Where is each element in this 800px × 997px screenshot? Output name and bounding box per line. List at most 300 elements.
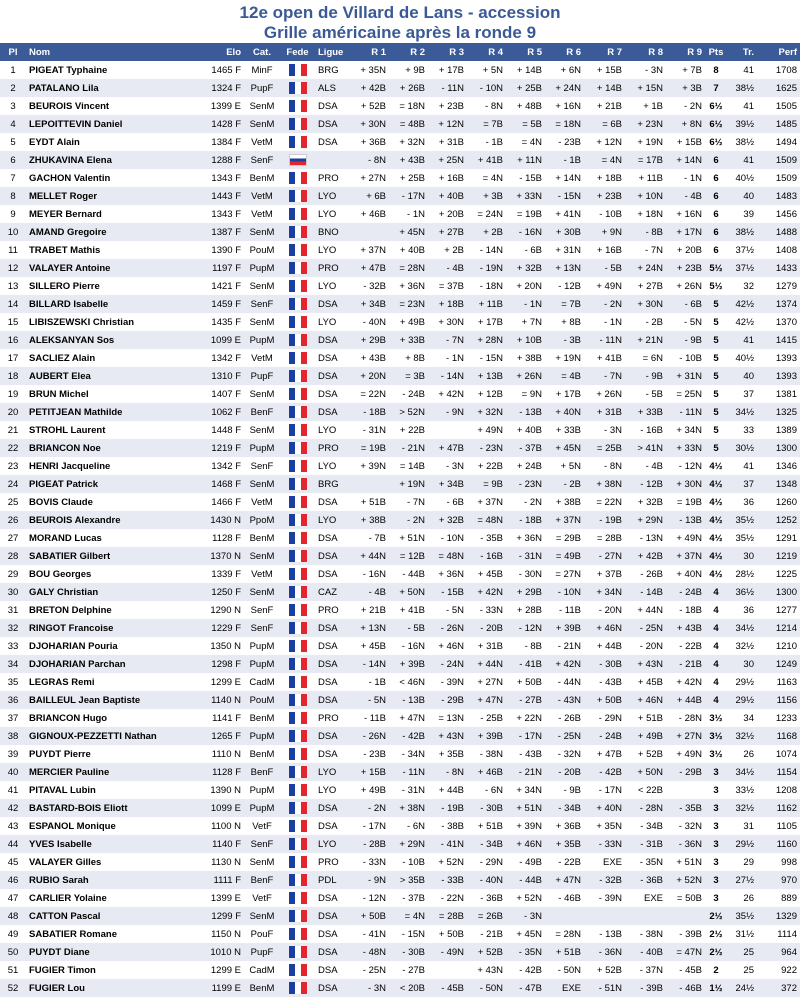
federation-flag-cell <box>280 403 315 421</box>
tiebreak-cell: 36 <box>743 604 754 616</box>
name-cell: BRUN Michel <box>29 388 89 400</box>
tiebreak-cell: 40 <box>727 367 757 385</box>
round-5-cell: - 12N <box>506 619 545 637</box>
round-7-cell: + 9N <box>584 223 625 241</box>
round-5-cell: - 21N <box>506 763 545 781</box>
round-1-cell: + 49B <box>360 784 386 796</box>
table-row[interactable] <box>0 979 800 997</box>
table-row[interactable] <box>0 835 800 853</box>
federation-flag-cell <box>280 367 315 385</box>
col-header-r7[interactable]: R 7 <box>584 43 625 61</box>
points-cell: 4 <box>713 640 719 652</box>
flag-france-icon <box>289 280 307 292</box>
col-header-perf[interactable]: Perf <box>757 43 800 61</box>
table-row[interactable] <box>0 169 800 187</box>
round-8-cell: - 4B <box>645 460 663 472</box>
col-header-fede[interactable]: Fede <box>280 43 315 61</box>
round-3-cell: - 49N <box>428 943 467 961</box>
table-row[interactable] <box>0 133 800 151</box>
round-8-cell: - 16B <box>640 424 663 436</box>
table-row[interactable] <box>0 349 800 367</box>
table-row[interactable] <box>0 889 800 907</box>
round-7-cell: + 35N <box>596 820 622 832</box>
table-row[interactable] <box>0 763 800 781</box>
round-7-cell: - 51N <box>584 979 625 997</box>
round-1-cell: + 6B <box>348 187 389 205</box>
federation-flag-cell <box>280 583 315 601</box>
performance-cell: 1214 <box>757 619 800 637</box>
round-1-cell: + 15B <box>348 763 389 781</box>
round-9-cell: + 16N <box>676 208 702 220</box>
round-1-cell: + 27N <box>360 172 386 184</box>
table-row[interactable] <box>0 853 800 871</box>
league-cell: DSA <box>318 532 338 544</box>
flag-france-icon <box>289 118 307 130</box>
round-1-cell: + 52B <box>360 100 386 112</box>
round-9-cell: - 35B <box>666 799 705 817</box>
flag-france-icon <box>289 352 307 364</box>
elo-cell: 1299 E <box>210 964 241 976</box>
round-8-cell: - 35N <box>639 856 663 868</box>
table-row[interactable] <box>0 367 800 385</box>
tiebreak-cell: 34½ <box>727 619 757 637</box>
round-8-cell: + 29N <box>625 511 666 529</box>
round-6-cell: - 46B <box>558 892 581 904</box>
federation-flag-cell <box>280 61 315 79</box>
col-header-nom[interactable]: Nom <box>26 43 194 61</box>
round-1-cell: + 29B <box>348 331 389 349</box>
col-header-pl[interactable]: Pl <box>0 43 26 61</box>
table-row[interactable] <box>0 511 800 529</box>
round-1-cell: - 1B <box>368 676 386 688</box>
round-3-cell: - 6B <box>446 496 464 508</box>
round-6-cell: - 26B <box>558 712 581 724</box>
table-row[interactable] <box>0 637 800 655</box>
league-cell: PRO <box>318 604 339 616</box>
category-cell: SenF <box>244 151 280 169</box>
name-cell: STROHL Laurent <box>29 424 106 436</box>
table-row[interactable] <box>0 403 800 421</box>
federation-flag-cell <box>280 835 315 853</box>
round-4-cell: - 6N <box>485 784 503 796</box>
rank-cell: 2 <box>0 79 26 97</box>
round-4-cell: - 20B <box>467 619 506 637</box>
table-row[interactable] <box>0 313 800 331</box>
table-row[interactable] <box>0 97 800 115</box>
round-5-cell: + 45N <box>516 928 542 940</box>
round-2-cell: - 30B <box>389 943 428 961</box>
round-3-cell: - 14N <box>428 367 467 385</box>
league-cell: PDL <box>315 871 348 889</box>
col-header-r5[interactable]: R 5 <box>506 43 545 61</box>
name-cell: AMAND Gregoire <box>26 223 194 241</box>
points-cell: 4½ <box>705 511 727 529</box>
round-7-cell: - 10B <box>599 208 622 220</box>
table-row[interactable] <box>0 115 800 133</box>
tiebreak-cell: 36 <box>743 496 754 508</box>
round-8-cell: - 14B <box>625 583 666 601</box>
round-2-cell: < 20B <box>389 979 428 997</box>
table-row[interactable] <box>0 817 800 835</box>
round-9-cell: - 4B <box>666 187 705 205</box>
federation-flag-cell <box>280 169 315 187</box>
league-cell: DSA <box>315 979 348 997</box>
round-6-cell: = 28N <box>555 928 581 940</box>
round-3-cell: - 26N <box>428 619 467 637</box>
table-row[interactable] <box>0 799 800 817</box>
round-4-cell: + 42N <box>467 583 506 601</box>
table-row[interactable] <box>0 529 800 547</box>
rank-cell: 30 <box>0 583 26 601</box>
round-2-cell: = 4N <box>389 907 428 925</box>
round-6-cell: = 18N <box>545 115 584 133</box>
tiebreak-cell: 31 <box>743 820 754 832</box>
round-5-cell: + 22N <box>516 712 542 724</box>
round-7-cell: + 16B <box>596 244 622 256</box>
points-cell: 3½ <box>705 727 727 745</box>
tiebreak-cell: 34½ <box>727 763 757 781</box>
league-cell: LYO <box>315 511 348 529</box>
round-5-cell: + 24B <box>516 460 542 472</box>
table-row[interactable] <box>0 619 800 637</box>
league-cell: PRO <box>318 712 339 724</box>
points-cell: 2½ <box>705 907 727 925</box>
table-row[interactable] <box>0 709 800 727</box>
elo-cell: 1459 F <box>194 295 244 313</box>
round-3-cell: + 30N <box>438 316 464 328</box>
federation-flag-cell <box>280 511 315 529</box>
rank-cell: 51 <box>7 964 19 976</box>
name-cell: PUYDT Diane <box>26 943 194 961</box>
round-9-cell: - 28N <box>678 712 702 724</box>
name-cell: LIBISZEWSKI Christian <box>29 316 135 328</box>
flag-france-icon <box>289 136 307 148</box>
col-header-r3[interactable]: R 3 <box>428 43 467 61</box>
table-row[interactable] <box>0 277 800 295</box>
round-5-cell: = 19B <box>516 208 542 220</box>
tiebreak-cell: 35½ <box>727 907 757 925</box>
performance-cell: 1415 <box>757 331 800 349</box>
round-4-cell: + 2B <box>467 223 506 241</box>
performance-cell: 1381 <box>775 388 797 400</box>
round-2-cell: + 45N <box>389 223 428 241</box>
col-header-r6[interactable]: R 6 <box>545 43 584 61</box>
col-header-elo[interactable]: Elo <box>194 43 244 61</box>
col-header-r2[interactable]: R 2 <box>389 43 428 61</box>
performance-cell: 1163 <box>776 676 797 688</box>
round-2-cell: - 37B <box>402 892 425 904</box>
col-header-r4[interactable]: R 4 <box>467 43 506 61</box>
round-4-cell: + 47N <box>467 691 506 709</box>
points-cell: 5 <box>713 316 719 328</box>
round-4-cell: + 49N <box>477 424 503 436</box>
name-cell: BEUROIS Alexandre <box>26 511 194 529</box>
tiebreak-cell: 33 <box>743 424 754 436</box>
col-header-r9[interactable]: R 9 <box>666 43 705 61</box>
round-9-cell: - 22B <box>679 640 702 652</box>
performance-cell: 1374 <box>757 295 800 313</box>
performance-cell: 1509 <box>757 151 800 169</box>
round-3-cell: + 34B <box>428 475 467 493</box>
table-row[interactable] <box>0 961 800 979</box>
round-7-cell: - 1N <box>604 316 622 328</box>
table-row[interactable] <box>0 547 800 565</box>
round-4-cell: - 23N <box>467 439 506 457</box>
league-cell: DSA <box>315 799 348 817</box>
round-6-cell: + 33B <box>555 424 581 436</box>
round-5-cell: + 32B <box>506 259 545 277</box>
round-9-cell: - 11N <box>666 403 705 421</box>
round-5-cell: - 8B <box>524 640 542 652</box>
table-row[interactable] <box>0 187 800 205</box>
federation-flag-cell <box>280 673 315 691</box>
flag-france-icon <box>289 766 307 778</box>
round-9-cell: + 43B <box>666 619 705 637</box>
tiebreak-cell: 32½ <box>727 799 757 817</box>
col-header-tr[interactable]: Tr. <box>727 43 757 61</box>
round-5-cell: + 40B <box>516 424 542 436</box>
round-3-cell: + 50B <box>438 928 464 940</box>
round-4-cell: - 21B <box>480 928 503 940</box>
round-3-cell: - 41N <box>428 835 467 853</box>
round-2-cell: + 19N <box>389 475 428 493</box>
table-row[interactable] <box>0 781 800 799</box>
col-header-r8[interactable]: R 8 <box>625 43 666 61</box>
flag-france-icon <box>289 820 307 832</box>
round-9-cell: + 31N <box>666 367 705 385</box>
federation-flag-cell <box>280 259 315 277</box>
round-8-cell: - 2B <box>645 316 663 328</box>
flag-france-icon <box>289 388 307 400</box>
round-6-cell: = 27N <box>555 568 581 580</box>
rank-cell: 8 <box>0 187 26 205</box>
round-1-cell: + 46B <box>360 208 386 220</box>
elo-cell: 1219 F <box>194 439 244 457</box>
name-cell: PETITJEAN Mathilde <box>26 403 194 421</box>
round-8-cell: + 30N <box>625 295 666 313</box>
round-8-cell: - 25N <box>625 619 666 637</box>
points-cell: 5 <box>705 367 727 385</box>
table-row[interactable] <box>0 673 800 691</box>
round-5-cell: + 11N <box>506 151 545 169</box>
round-4-cell: - 16B <box>467 547 506 565</box>
table-row[interactable] <box>0 745 800 763</box>
round-6-cell: + 47N <box>545 871 584 889</box>
round-1-cell: - 23B <box>363 748 386 760</box>
table-row[interactable] <box>0 151 800 169</box>
rank-cell: 43 <box>7 820 19 832</box>
elo-cell: 1430 N <box>194 511 244 529</box>
flag-france-icon <box>289 622 307 634</box>
round-8-cell: - 34B <box>640 820 663 832</box>
round-5-cell: - 37B <box>506 439 545 457</box>
table-row[interactable] <box>0 925 800 943</box>
rank-cell: 5 <box>10 136 16 148</box>
round-2-cell: - 31N <box>401 784 425 796</box>
col-header-r1[interactable]: R 1 <box>348 43 389 61</box>
name-cell: ESPANOL Monique <box>29 820 116 832</box>
table-row[interactable] <box>0 691 800 709</box>
federation-flag-cell <box>280 799 315 817</box>
table-row[interactable] <box>0 871 800 889</box>
federation-flag-cell <box>280 115 315 133</box>
table-row[interactable] <box>0 457 800 475</box>
round-4-cell: + 46B <box>467 763 506 781</box>
elo-cell: 1399 E <box>210 100 241 112</box>
round-8-cell: - 39B <box>625 979 666 997</box>
elo-cell: 1099 E <box>194 799 244 817</box>
round-9-cell: + 8N <box>666 115 705 133</box>
table-row[interactable] <box>0 421 800 439</box>
points-cell: 6 <box>705 187 727 205</box>
tiebreak-cell: 41 <box>727 331 757 349</box>
round-1-cell: + 43B <box>360 352 386 364</box>
tiebreak-cell: 32½ <box>735 640 754 652</box>
round-4-cell: + 32N <box>467 403 506 421</box>
round-7-cell: + 46N <box>584 619 625 637</box>
table-row[interactable] <box>0 565 800 583</box>
round-7-cell: + 23B <box>584 187 625 205</box>
league-cell: PRO <box>318 172 339 184</box>
round-3-cell: + 35B <box>438 748 464 760</box>
table-row[interactable] <box>0 61 800 79</box>
table-row[interactable] <box>0 943 800 961</box>
table-row[interactable] <box>0 295 800 313</box>
round-2-cell: > 35B <box>389 871 428 889</box>
round-2-cell: + 38N <box>389 799 428 817</box>
tiebreak-cell: 37½ <box>735 244 754 256</box>
name-cell: TRABET Mathis <box>29 244 101 256</box>
federation-flag-cell <box>280 943 315 961</box>
tiebreak-cell: 38½ <box>727 223 757 241</box>
table-row[interactable] <box>0 385 800 403</box>
tiebreak-cell: 29½ <box>727 835 757 853</box>
table-row[interactable] <box>0 205 800 223</box>
table-row[interactable] <box>0 475 800 493</box>
tiebreak-cell: 27½ <box>727 871 757 889</box>
col-header-pts[interactable]: Pts <box>705 43 727 61</box>
round-3-cell: + 42N <box>438 388 464 400</box>
table-row[interactable] <box>0 259 800 277</box>
table-row[interactable] <box>0 655 800 673</box>
round-7-cell: + 49N <box>596 280 622 292</box>
table-row[interactable] <box>0 331 800 349</box>
round-6-cell: = 29B <box>555 532 581 544</box>
league-cell: LYO <box>318 316 337 328</box>
round-5-cell: - 2N <box>524 496 542 508</box>
table-row[interactable] <box>0 601 800 619</box>
league-cell: LYO <box>315 835 348 853</box>
col-header-cat[interactable]: Cat. <box>244 43 280 61</box>
round-3-cell: + 36N <box>438 568 464 580</box>
round-6-cell: + 40N <box>545 403 584 421</box>
round-6-cell: + 30B <box>545 223 584 241</box>
performance-cell: 1483 <box>757 187 800 205</box>
performance-cell: 922 <box>781 964 797 976</box>
round-4-cell: - 36B <box>480 892 503 904</box>
round-9-cell: - 32N <box>678 820 702 832</box>
round-3-cell: + 2B <box>444 244 464 256</box>
table-row[interactable] <box>0 439 800 457</box>
points-cell: 4 <box>705 619 727 637</box>
points-cell: 4 <box>705 655 727 673</box>
performance-cell: 1300 <box>757 583 800 601</box>
rank-cell: 31 <box>7 604 19 616</box>
round-8-cell: + 19N <box>637 136 663 148</box>
league-cell: DSA <box>318 640 338 652</box>
table-row[interactable] <box>0 583 800 601</box>
flag-france-icon <box>289 316 307 328</box>
performance-cell: 1291 <box>775 532 797 544</box>
category-cell: VetM <box>251 208 273 220</box>
name-cell: RINGOT Francoise <box>26 619 194 637</box>
round-5-cell: - 27B <box>506 691 545 709</box>
table-row[interactable] <box>0 79 800 97</box>
round-5-cell: - 3N <box>506 907 545 925</box>
round-5-cell: + 36N <box>516 532 542 544</box>
round-8-cell: + 18N <box>637 208 663 220</box>
round-5-cell: - 42B <box>519 964 542 976</box>
round-8-cell <box>625 907 666 925</box>
points-cell: 6 <box>705 223 727 241</box>
round-7-cell: + 41B <box>596 352 622 364</box>
rank-cell: 21 <box>7 424 19 436</box>
tiebreak-cell: 30 <box>727 655 757 673</box>
round-6-cell: - 9B <box>563 784 581 796</box>
table-row[interactable] <box>0 223 800 241</box>
flag-france-icon <box>289 244 307 256</box>
round-4-cell: - 29N <box>479 856 503 868</box>
round-6-cell: - 22B <box>558 856 581 868</box>
federation-flag-cell <box>280 547 315 565</box>
round-6-cell: + 36B <box>555 820 581 832</box>
round-3-cell: + 17B <box>438 64 464 76</box>
federation-flag-cell <box>280 637 315 655</box>
tiebreak-cell: 41 <box>743 460 754 472</box>
round-3-cell: + 43N <box>428 727 467 745</box>
round-4-cell: + 27N <box>477 676 503 688</box>
round-8-cell: - 5B <box>645 388 663 400</box>
flag-france-icon <box>289 82 307 94</box>
league-cell: DSA <box>315 691 348 709</box>
table-row[interactable] <box>0 727 800 745</box>
flag-france-icon <box>289 262 307 274</box>
federation-flag-cell <box>280 871 315 889</box>
table-row[interactable] <box>0 907 800 925</box>
federation-flag-cell <box>280 817 315 835</box>
round-9-cell: = 19B <box>676 496 702 508</box>
table-row[interactable] <box>0 493 800 511</box>
name-cell: RUBIO Sarah <box>26 871 194 889</box>
round-2-cell: < 46N <box>399 676 425 688</box>
round-1-cell: + 20N <box>348 367 389 385</box>
round-7-cell: + 26N <box>596 388 622 400</box>
performance-cell: 1625 <box>757 79 800 97</box>
round-3-cell: = 37B <box>438 280 464 292</box>
col-header-ligue[interactable]: Ligue <box>315 43 348 61</box>
round-1-cell: + 44N <box>348 547 389 565</box>
federation-flag-cell <box>280 133 315 151</box>
federation-flag-cell <box>280 205 315 223</box>
round-1-cell: - 31N <box>362 424 386 436</box>
round-9-cell: + 52N <box>666 871 705 889</box>
rank-cell: 12 <box>0 259 26 277</box>
category-cell: PupM <box>244 799 280 817</box>
flag-france-icon <box>289 568 307 580</box>
category-cell: PouF <box>250 928 274 940</box>
table-row[interactable] <box>0 241 800 259</box>
round-7-cell: - 29N <box>598 712 622 724</box>
